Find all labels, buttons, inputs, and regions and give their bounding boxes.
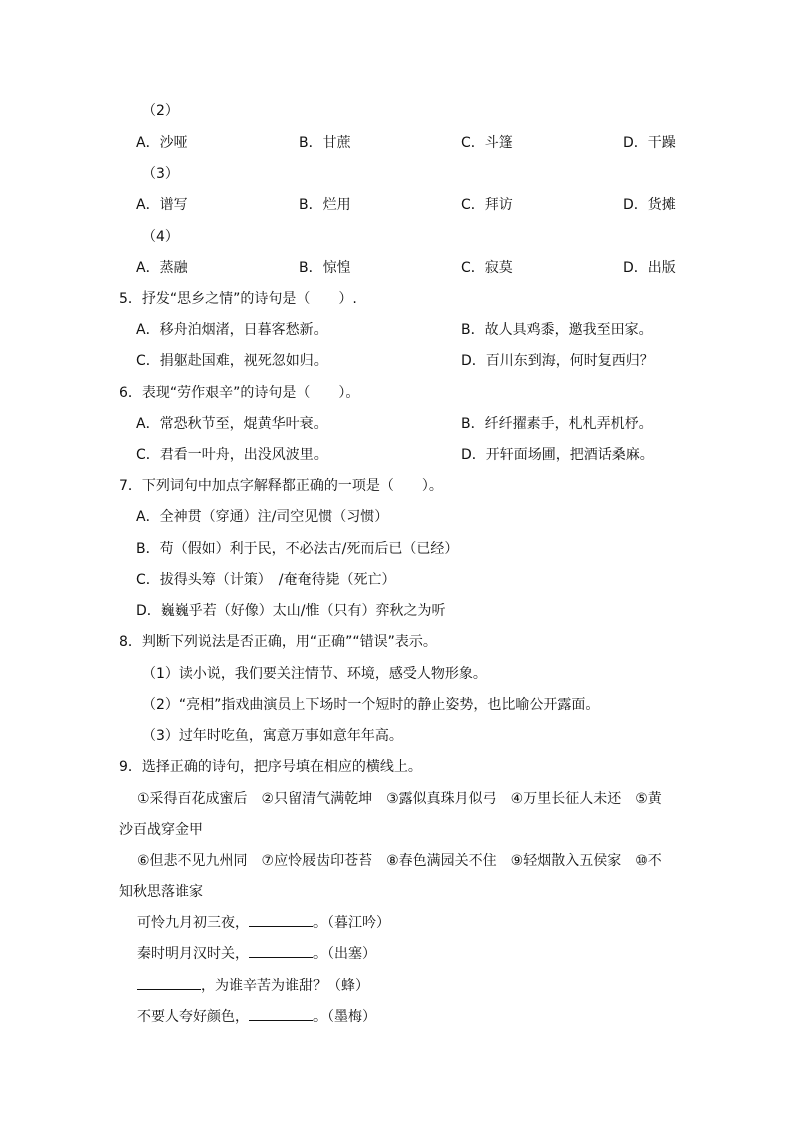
q7-option-b: B．苟（假如）利于民，不必法古/死而后已（已经） (136, 541, 459, 557)
q9-choices-line-4: 知秋思落谁家 (119, 884, 203, 900)
q4-part-4-option-a: A．蒸融 (136, 260, 188, 276)
q9-blank-2-after: 。（出塞） (313, 946, 376, 962)
q9-blank-4-after: 。（墨梅） (313, 1009, 376, 1025)
q4-part-2-option-b: B．甘蔗 (299, 135, 351, 151)
q4-part-4-option-d: D．出版 (623, 260, 676, 276)
q9-blank-3-line (137, 977, 201, 990)
q9-blank-1-line (249, 914, 313, 927)
q8-item-1: （1）读小说，我们要关注情节、环境，感受人物形象。 (142, 666, 487, 682)
q4-part-3-option-c: C．拜访 (461, 197, 513, 213)
q9-blank-4-before: 不要人夸好颜色， (137, 1009, 249, 1025)
q4-part-3-option-a: A．谱写 (136, 197, 188, 213)
q8-item-3: （3）过年时吃鱼，寓意万事如意年年高。 (142, 728, 403, 744)
q9-blank-2 (137, 944, 376, 964)
q9-blank-4 (137, 1007, 376, 1027)
q8-stem: 8．判断下列说法是否正确，用“正确”“错误”表示。 (119, 634, 437, 650)
q9-blank-1 (137, 913, 390, 933)
q7-stem: 7．下列词句中加点字解释都正确的一项是（ ）。 (119, 478, 443, 494)
q9-blank-1-before: 可怜九月初三夜， (137, 915, 249, 931)
q4-part-2-option-c: C．斗篷 (461, 135, 513, 151)
q5-stem: 5．抒发“思乡之情”的诗句是（ ）. (119, 291, 357, 307)
q4-part-2-option-d: D．干躁 (623, 135, 676, 151)
q4-part-3-option-d: D．货摊 (623, 197, 676, 213)
q6-option-d: D．开轩面场圃，把酒话桑麻。 (461, 447, 654, 463)
q4-part-2-label: （2） (142, 103, 179, 119)
q9-blank-3-after: ，为谁辛苦为谁甜？（蜂） (201, 978, 369, 994)
q7-option-a: A．全神贯（穿通）注/司空见惯（习惯） (136, 509, 389, 525)
q5-option-d: D．百川东到海，何时复西归？ (461, 353, 654, 369)
q9-blank-2-before: 秦时明月汉时关， (137, 946, 249, 962)
q4-part-2-option-a: A．沙哑 (136, 135, 188, 151)
q9-choices-line-2: 沙百战穿金甲 (119, 822, 203, 838)
q6-option-c: C．君看一叶舟，出没风波里。 (136, 447, 328, 463)
q4-part-4-option-c: C．寂莫 (461, 260, 513, 276)
q4-part-4-label: （4） (142, 229, 179, 245)
q9-blank-4-line (249, 1008, 313, 1021)
q4-part-3-label: （3） (142, 166, 179, 182)
q9-blank-2-line (249, 945, 313, 958)
q4-part-4-option-b: B．惊惶 (299, 260, 351, 276)
q4-part-3-option-b: B．烂用 (299, 197, 351, 213)
q6-stem: 6．表现“劳作艰辛”的诗句是（ ）。 (119, 385, 360, 401)
q9-blank-3 (137, 976, 369, 996)
q7-option-d: D．巍巍乎若（好像）太山/惟（只有）弈秋之为听 (136, 603, 446, 619)
q9-blank-1-after: 。（暮江吟） (313, 915, 390, 931)
q5-option-b: B．故人具鸡黍，邀我至田家。 (461, 322, 653, 338)
q5-option-c: C．捐躯赴国难，视死忽如归。 (136, 353, 328, 369)
q6-option-b: B．纤纤擢素手，札札弄机杼。 (461, 416, 653, 432)
q7-option-c: C．拔得头筹（计策） /奄奄待毙（死亡） (136, 572, 396, 588)
q9-choices-line-1: ①采得百花成蜜后 ②只留清气满乾坤 ③露似真珠月似弓 ④万里长征人未还 ⑤黄 (137, 791, 662, 807)
q8-item-2: （2）“亮相”指戏曲演员上下场时一个短时的静止姿势，也比喻公开露面。 (142, 697, 600, 713)
q5-option-a: A．移舟泊烟渚，日暮客愁新。 (136, 322, 328, 338)
q9-stem: 9．选择正确的诗句，把序号填在相应的横线上。 (119, 759, 422, 775)
q6-option-a: A．常恐秋节至，焜黄华叶衰。 (136, 416, 328, 432)
q9-choices-line-3: ⑥但悲不见九州同 ⑦应怜屐齿印苍苔 ⑧春色满园关不住 ⑨轻烟散入五侯家 ⑩不 (137, 853, 662, 869)
